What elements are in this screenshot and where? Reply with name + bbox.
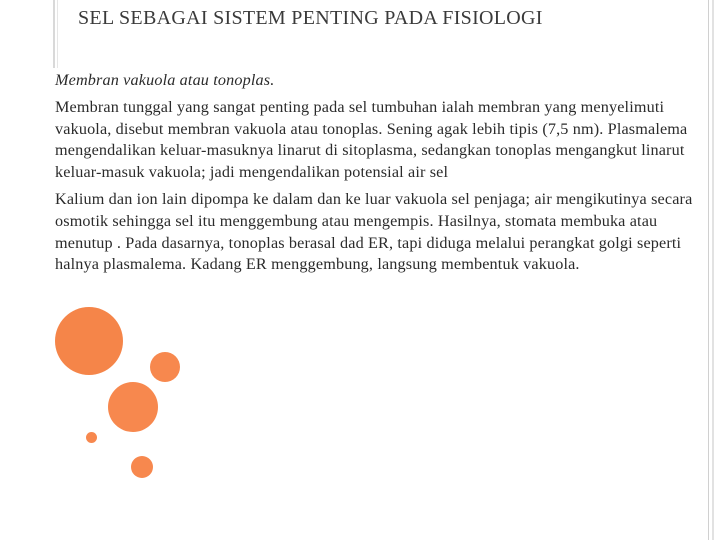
right-decorative-rule-outer	[712, 0, 714, 540]
decorative-circle-large	[55, 307, 123, 375]
left-decorative-rule-inner	[57, 0, 58, 68]
slide-title: SEL SEBAGAI SISTEM PENTING PADA FISIOLOGI	[78, 7, 543, 29]
left-decorative-rule	[53, 0, 55, 68]
decorative-circle-medium	[150, 352, 180, 382]
decorative-circle-tiny	[86, 432, 97, 443]
slide-body	[55, 70, 705, 281]
paragraph-1: Membran tunggal yang sangat penting pada sel tumbuhan ialah membran yang menyelimuti vakuola, disebut membran vakuola atau tonoplas. Sening agak lebih tipis (7,5 nm). Plasmalema mengendalikan keluar-masuknya linarut di sitoplasma, sedangkan tonoplas mengangkut linarut keluar-masuk vakuola; jadi mengendalikan potensial air sel	[55, 97, 688, 182]
paragraph-2: Kalium dan ion lain dipompa ke dalam dan ke luar vakuola sel penjaga; air mengikutinya secara osmotik sehingga sel itu menggembung atau mengempis. Hasilnya, stomata membuka atau menutup . Pada dasarnya, tonoplas berasal dad ER, tapi diduga melalui perangkat golgi seperti halnya plasmalema. Kadang ER menggembung, langsung membentuk vakuola.	[55, 189, 693, 274]
decorative-circle-small	[131, 456, 153, 478]
right-decorative-rule	[708, 0, 709, 540]
subheading: Membran vakuola atau tonoplas.	[55, 71, 275, 89]
decorative-circle-large-lower	[108, 382, 158, 432]
